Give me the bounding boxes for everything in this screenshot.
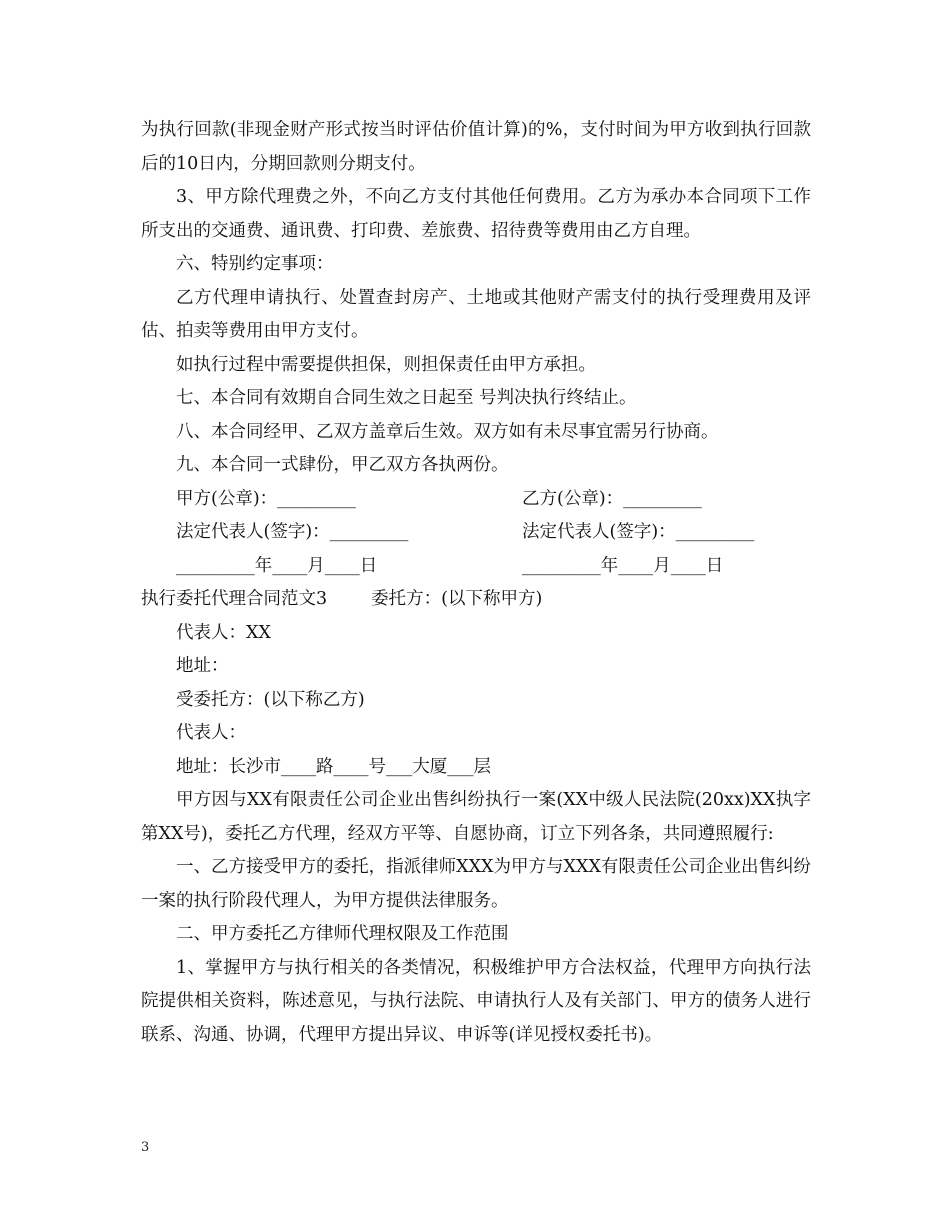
section3-addr-a: 地址： [176, 656, 229, 676]
party-a-date: _________年____月____日 [176, 555, 378, 576]
section3-agent: 受委托方：(以下称乙方) [176, 689, 365, 710]
section3-rep-b: 代表人： [176, 723, 246, 743]
paragraph-execution-costs: 乙方代理申请执行、处置查封房产、土地或其他财产需支付的执行受理费用及评估、拍卖等费用由甲方支付。 [141, 287, 811, 341]
signature-row-date [141, 550, 811, 584]
signature-row-rep [141, 516, 811, 550]
paragraph-payment-terms: 为执行回款(非现金财产形式按当时评估价值计算)的%，支付时间为甲方收到执行回款后的10日内，分期回款则分期支付。 [141, 120, 811, 174]
party-a-seal: 甲方(公章)：_________ [176, 488, 356, 509]
paragraph-copies: 九、本合同一式肆份，甲乙双方各执两份。 [176, 455, 509, 475]
section3-title-line [141, 583, 811, 617]
paragraph-guarantee: 如执行过程中需要提供担保，则担保责任由甲方承担。 [176, 354, 596, 375]
section3-client: 委托方：(以下称甲方) [371, 589, 543, 609]
section3-addr-b: 地址：长沙市____路____号___大厦___层 [176, 756, 491, 777]
paragraph-fees: 3、甲方除代理费之外，不向乙方支付其他任何费用。乙方为承办本合同项下工作所支出的交通费、通讯费、打印费、差旅费、招待费等费用由乙方自理。 [141, 187, 811, 241]
heading-special-terms: 六、特别约定事项： [176, 254, 334, 274]
signature-row-seal [141, 483, 811, 517]
section3-clause1: 一、乙方接受甲方的委托，指派律师XXX为甲方与XXX有限责任公司企业出售纠纷一案的执行阶段代理人，为甲方提供法律服务。 [141, 857, 811, 911]
paragraph-effectiveness: 八、本合同经甲、乙双方盖章后生效。双方如有未尽事宜需另行协商。 [176, 421, 719, 442]
party-b-date: _________年____月____日 [522, 555, 724, 576]
section3-rep-a: 代表人：XX [176, 622, 271, 643]
document-body [141, 114, 811, 1052]
page-number: 3 [141, 1140, 150, 1155]
party-a-rep: 法定代表人(签字)：_________ [176, 522, 409, 542]
section3-intro: 甲方因与XX有限责任公司企业出售纠纷执行一案(XX中级人民法院(20xx)XX执字第XX号)，委托乙方代理，经双方平等、自愿协商，订立下列各条，共同遵照履行: [141, 790, 811, 844]
party-b-seal: 乙方(公章)：_________ [522, 488, 702, 509]
section3-clause2: 二、甲方委托乙方律师代理权限及工作范围 [176, 924, 509, 944]
party-b-rep: 法定代表人(签字)：_________ [522, 522, 755, 542]
paragraph-validity: 七、本合同有效期自合同生效之日起至 号判决执行终结止。 [176, 388, 637, 408]
section3-clause2-1: 1、掌握甲方与执行相关的各类情况，积极维护甲方合法权益，代理甲方向执行法院提供相关资料，陈述意见，与执行法院、申请执行人及有关部门、甲方的债务人进行联系、沟通、协调，代理甲方提出异议、申诉等(详见授权委托书)。 [141, 957, 811, 1045]
section3-title: 执行委托代理合同范文3 [141, 589, 328, 609]
